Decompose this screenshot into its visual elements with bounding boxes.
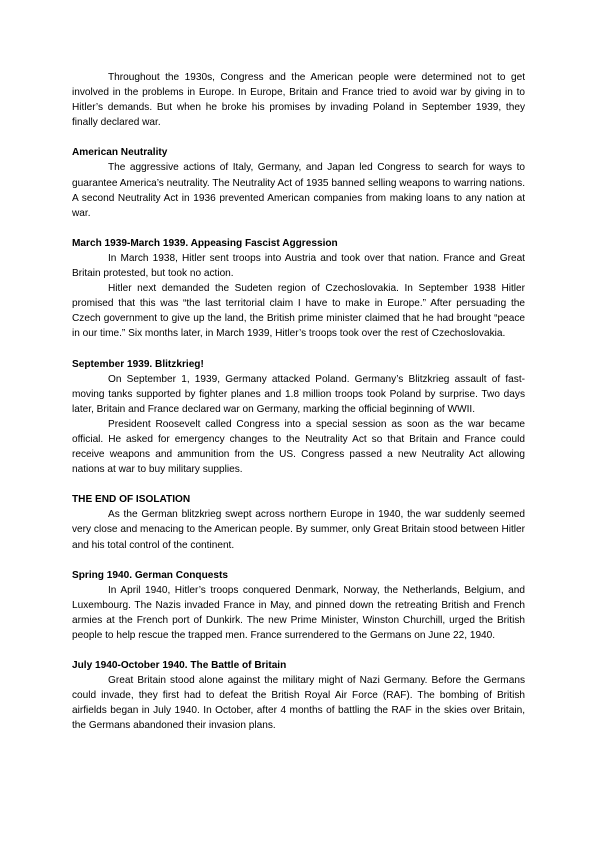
section-american-neutrality	[72, 145, 525, 220]
paragraph: As the German blitzkrieg swept across northern Europe in 1940, the war suddenly seemed very close and menacing to the American people. By summer, only Great Britain stood between Hitler and his total control of the continent.	[72, 509, 525, 551]
section-heading: March 1939-March 1939. Appeasing Fascist Aggression	[72, 237, 338, 249]
section-heading: September 1939. Blitzkrieg!	[72, 358, 204, 370]
section-end-of-isolation	[72, 492, 525, 552]
paragraph: On September 1, 1939, Germany attacked Poland. Germany’s Blitzkrieg assault of fast-moving tanks supported by fighter planes and 1.8 million troops took Poland by surprise. Two days later, Britain and France declared war on Germany, marking the official beginning of WWII.	[72, 373, 525, 415]
section-heading: THE END OF ISOLATION	[72, 494, 191, 506]
section-battle-of-britain	[72, 658, 525, 733]
section-appeasing-fascist-aggression	[72, 236, 525, 342]
paragraph: Throughout the 1930s, Congress and the American people were determined not to get involved in the problems in Europe. In Europe, Britain and France tried to avoid war by giving in to Hitler’s demands. But when he broke his promises by invading Poland in September 1939, they finally declared war.	[72, 72, 525, 129]
section-heading: Spring 1940. German Conquests	[72, 569, 228, 581]
paragraph: In April 1940, Hitler’s troops conquered Denmark, Norway, the Netherlands, Belgium, and Luxembourg. The Nazis invaded France in May, and pinned down the retreating British and French armies at the French port of Dunkirk. The new Prime Minister, Winston Churchill, urged the British people to help rescue the trapped men. France surrendered to the Germans on June 22, 1940.	[72, 584, 525, 641]
section-german-conquests	[72, 568, 525, 643]
section-blitzkrieg	[72, 357, 525, 478]
section-heading: July 1940-October 1940. The Battle of Britain	[72, 660, 287, 672]
paragraph: The aggressive actions of Italy, Germany, and Japan led Congress to search for ways to guarantee America’s neutrality. The Neutrality Act of 1935 banned selling weapons to warring nations. A second Neutrality Act in 1936 prevented American companies from making loans to any nation at war.	[72, 162, 525, 219]
paragraph: Hitler next demanded the Sudeten region of Czechoslovakia. In September 1938 Hitler promised that this was “the last territorial claim I have to make in Europe.” After persuading the Czech government to give up the land, the British prime minister claimed that he had brought “peace in our time.” Six months later, in March 1939, Hitler’s troops took over the rest of Czechoslovakia.	[72, 283, 525, 340]
paragraph: Great Britain stood alone against the military might of Nazi Germany. Before the Germans could invade, they first had to defeat the British Royal Air Force (RAF). The bombing of British airfields began in July 1940. In October, after 4 months of battling the RAF in the skies over Britain, the Germans abandoned their invasion plans.	[72, 675, 525, 732]
intro-section	[72, 70, 525, 130]
paragraph: In March 1938, Hitler sent troops into Austria and took over that nation. France and Great Britain protested, but took no action.	[72, 252, 525, 280]
paragraph: President Roosevelt called Congress into a special session as soon as the war became official. He asked for emergency changes to the Neutrality Act so that Britain and France could receive weapons and ammunition from the US. Congress passed a new Neutrality Act allowing nations at war to buy military supplies.	[72, 418, 525, 476]
document-page	[72, 70, 525, 734]
section-heading: American Neutrality	[72, 147, 168, 159]
